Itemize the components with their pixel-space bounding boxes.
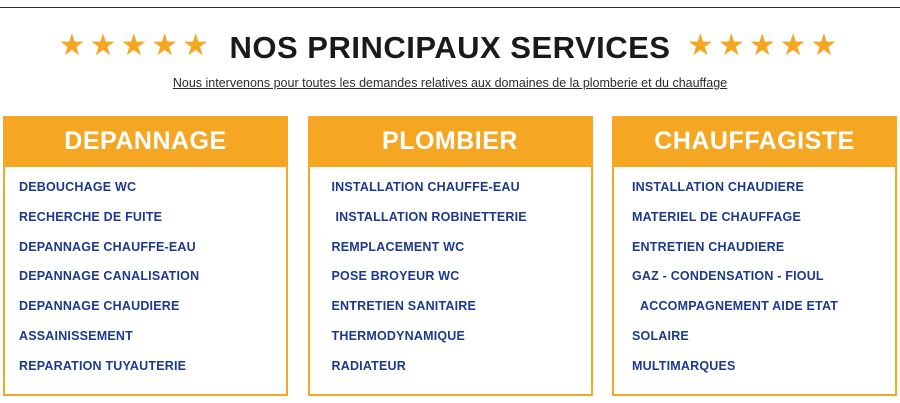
list-item[interactable]: INSTALLATION CHAUFFE-EAU [331,180,520,194]
list-item[interactable]: DEPANNAGE CHAUDIERE [19,299,180,313]
list-item[interactable]: MATERIEL DE CHAUFFAGE [632,209,802,224]
list-item[interactable]: REPARATION TUYAUTERIE [19,358,187,373]
list-item[interactable]: ASSAINISSEMENT [19,328,133,343]
list-item[interactable]: ENTRETIEN SANITAIRE [331,299,477,313]
stars-left-icon: ★★★★★ [58,28,214,62]
list-item[interactable]: THERMODYNAMIQUE [331,328,466,343]
list-item[interactable]: INSTALLATION ROBINETTERIE [335,209,527,224]
list-item[interactable]: GAZ - CONDENSATION - FIOUL [632,269,824,284]
list-item[interactable]: DEPANNAGE CHAUFFE-EAU [19,239,196,254]
service-list [5,167,286,399]
list-item[interactable]: RADIATEUR [331,358,406,373]
list-item[interactable]: ACCOMPAGNEMENT AIDE ETAT [640,299,839,313]
list-item[interactable]: SOLAIRE [632,328,689,343]
service-card-plombier [308,116,593,396]
page-subtitle: Nous intervenons pour toutes les demandes relatives aux domaines de la plomberie et du chauffage [172,76,728,90]
service-card-heading: DEPANNAGE [5,118,286,167]
page-title [0,30,900,66]
list-item[interactable]: DEPANNAGE CANALISATION [19,269,200,284]
page-title-text: NOS PRINCIPAUX SERVICES [229,30,671,65]
service-card-heading: CHAUFFAGISTE [614,118,895,167]
service-list [614,167,895,399]
list-item[interactable]: POSE BROYEUR WC [331,269,460,284]
list-item[interactable]: RECHERCHE DE FUITE [19,209,163,224]
list-item[interactable]: REMPLACEMENT WC [331,239,465,254]
service-list [310,167,591,399]
top-divider [0,7,900,8]
service-card-depannage [3,116,288,396]
list-item[interactable]: ENTRETIEN CHAUDIERE [632,239,785,254]
service-card-heading: PLOMBIER [310,118,591,167]
list-item[interactable]: DEBOUCHAGE WC [19,180,137,194]
service-card-chauffagiste [612,116,897,396]
list-item[interactable]: INSTALLATION CHAUDIERE [632,180,804,194]
stars-right-icon: ★★★★★ [686,28,842,62]
list-item[interactable]: MULTIMARQUES [632,358,736,373]
service-columns [0,116,900,396]
